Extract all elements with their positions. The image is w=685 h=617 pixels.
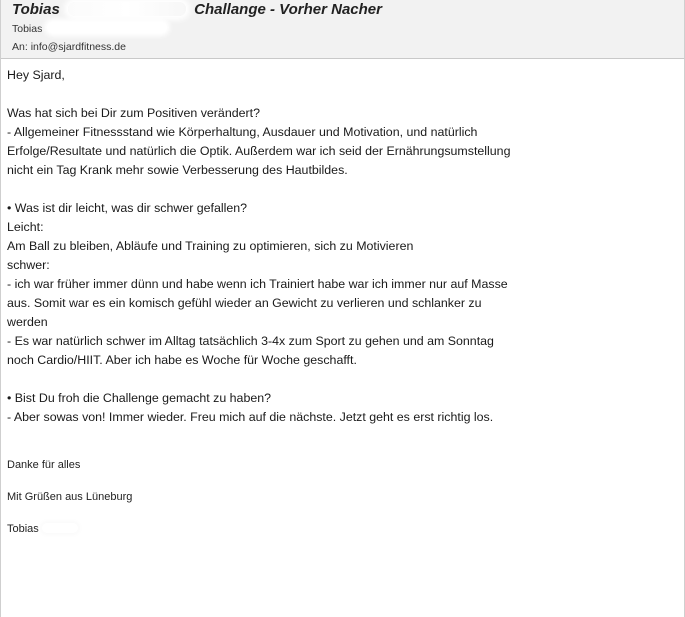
body-line: Am Ball zu bleiben, Abläufe und Training zu optimieren, sich zu Motivieren	[7, 239, 414, 253]
body-line: - Es war natürlich schwer im Alltag tatsächlich 3-4x zum Sport zu gehen und am Sonntag	[7, 334, 494, 348]
body-line: • Bist Du froh die Challenge gemacht zu haben?	[7, 391, 272, 405]
redacted-surname	[68, 2, 186, 16]
body-blank-line	[7, 180, 667, 199]
body-line: noch Cardio/HIIT. Aber ich habe es Woche für Woche geschafft.	[7, 353, 357, 367]
body-blank-line	[7, 85, 667, 104]
to-address[interactable]: info@sjardfitness.de	[30, 41, 126, 53]
signature-name: Tobias	[7, 523, 39, 535]
body-blank-line	[7, 370, 667, 389]
subject-title: Challange - Vorher Nacher	[194, 1, 382, 18]
closing-signature	[7, 523, 78, 535]
body-line: aus. Somit war es ein komisch gefühl wieder an Gewicht zu verlieren und schlanker zu	[7, 296, 482, 310]
body-line: Leicht:	[7, 220, 44, 234]
redacted-signature-surname	[42, 523, 78, 533]
email-body	[7, 66, 667, 427]
closing-thanks: Danke für alles	[7, 459, 81, 471]
body-line: - Allgemeiner Fitnessstand wie Körperhaltung, Ausdauer und Motivation, und natürlich	[7, 125, 478, 139]
body-line: Hey Sjard,	[7, 68, 65, 82]
email-from	[12, 22, 167, 35]
body-line: schwer:	[7, 258, 50, 272]
body-line: - Aber sowas von! Immer wieder. Freu mich auf die nächste. Jetzt geht es erst richtig los.	[7, 410, 494, 424]
body-line: Was hat sich bei Dir zum Positiven verändert?	[7, 106, 260, 120]
from-name: Tobias	[12, 23, 43, 35]
redacted-from-details	[47, 22, 167, 33]
email-subject	[12, 1, 382, 18]
body-line: nicht ein Tag Krank mehr sowie Verbesserung des Hautbildes.	[7, 163, 348, 177]
to-label: An:	[12, 41, 28, 53]
email-to	[12, 41, 126, 53]
body-line: Erfolge/Resultate und natürlich die Optik. Außerdem war ich seid der Ernährungsumstellung	[7, 144, 511, 158]
closing-greeting: Mit Grüßen aus Lüneburg	[7, 491, 133, 503]
body-line: werden	[7, 315, 48, 329]
subject-sender-name: Tobias	[12, 1, 60, 18]
body-line: • Was ist dir leicht, was dir schwer gefallen?	[7, 201, 248, 215]
email-header	[1, 0, 684, 59]
body-line: - ich war früher immer dünn und habe wenn ich Trainiert habe war ich immer nur auf Masse	[7, 277, 508, 291]
